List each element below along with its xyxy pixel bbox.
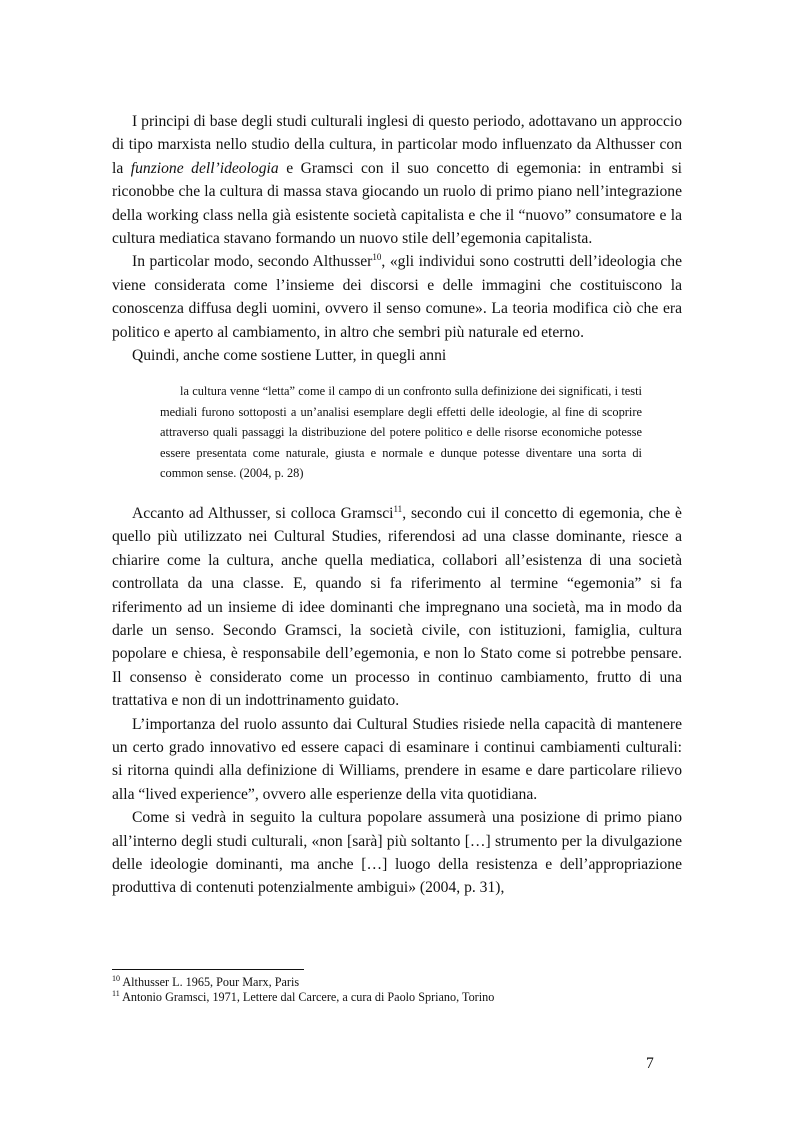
footnote-number: 11 [112, 988, 120, 998]
paragraph-1-text-a: I principi di base degli studi culturali inglesi di questo periodo, adottavano un approccio di tipo marxista nello studio della cultura, in particolar modo influenzato da Althusser con la [112, 113, 682, 177]
footnote-11 [112, 990, 682, 1005]
footnote-divider [112, 969, 304, 970]
paragraph-1-text-b: e Gramsci con il suo concetto di egemonia: in entrambi si riconobbe che la cultura di massa stava giocando un ruolo di primo piano nell’integrazione della working class nella già esistente società capitalista e che il “nuovo” consumatore e la cultura mediatica stavano formando un nuovo stile dell’egemonia capitalista. [112, 159, 682, 248]
paragraph-6: Come si vedrà in seguito la cultura popolare assumerà una posizione di primo piano all’interno degli studi culturali, «non [sarà] più soltanto […] strumento per la divulgazione delle ideologie dominanti, ma anche […] luogo della resistenza e dell’appropriazione produttiva di contenuti potenzialmente ambigui» (2004, p. 31), [112, 809, 682, 897]
footnote-text: Althusser L. 1965, Pour Marx, Paris [120, 975, 300, 989]
footnotes [112, 975, 682, 1004]
paragraph-4-text-b: , secondo cui il concetto di egemonia, che è quello più utilizzato nei Cultural Studies, riferendosi ad una classe dominante, riesce a chiarire come la cultura, anche quella mediatica, collabori all’esistenza di una società controllata da una classe. E, quando si fa riferimento al termine “egemonia” si fa riferimento ad un insieme di idee dominanti che impregnano una società, ma in modo da darle un senso. Secondo Gramsci, la società civile, con istituzioni, famiglia, cultura popolare e chiesa, è responsabile dell’egemonia, e non lo Stato come si potrebbe pensare. Il consenso è considerato come un processo in continuo cambiamento, frutto di una trattativa e non di un indottrinamento guidato. [112, 504, 682, 710]
paragraph-4 [112, 502, 682, 713]
footnote-10 [112, 975, 682, 990]
footnote-ref-10: 10 [372, 252, 382, 263]
paragraph-1 [112, 110, 682, 250]
paragraph-2-text-a: In particolar modo, secondo Althusser [132, 253, 373, 271]
paragraph-1-italic: funzione dell’ideologia [130, 159, 279, 177]
footnote-text: Antonio Gramsci, 1971, Lettere dal Carcere, a cura di Paolo Spriano, Torino [119, 989, 495, 1004]
paragraph-4-text-a: Accanto ad Althusser, si colloca Gramsci [132, 504, 394, 522]
paragraph-5: L’importanza del ruolo assunto dai Cultural Studies risiede nella capacità di mantenere un certo grado innovativo ed essere capaci di esaminare i continui cambiamenti culturali: si ritorna quindi alla definizione di Williams, prendere in esame e dare particolare rilievo alla “lived experience”, ovvero alle esperienze della vita quotidiana. [112, 715, 682, 803]
paragraph-2-text-b: , «gli individui sono costrutti dell’ideologia che viene considerata come l’insieme dei discorsi e delle immagini che costituiscono la conoscenza diffusa degli uomini, ovvero il senso comune». La teoria modifica ciò che era politico e aperto al cambiamento, in altro che sembri più naturale ed eterno. [112, 253, 682, 341]
footnote-ref-11: 11 [393, 503, 403, 514]
page-number: 7 [646, 1055, 654, 1072]
footnote-number: 10 [112, 973, 120, 983]
paragraph-3: Quindi, anche come sostiene Lutter, in quegli anni [132, 347, 447, 365]
paragraph-2 [112, 250, 682, 344]
block-quote: la cultura venne “letta” come il campo di un confronto sulla definizione dei significati, i testi mediali furono sottoposti a un’analisi esemplare degli effetti delle ideologie, al fine di scoprire attraverso quali passaggi la distribuzione del potere politico e delle risorse economiche potesse essere presentata come naturale, giusta e normale e dunque potesse diventare una sorta di common sense. (2004, p. 28) [160, 384, 642, 481]
document-body [112, 110, 682, 900]
